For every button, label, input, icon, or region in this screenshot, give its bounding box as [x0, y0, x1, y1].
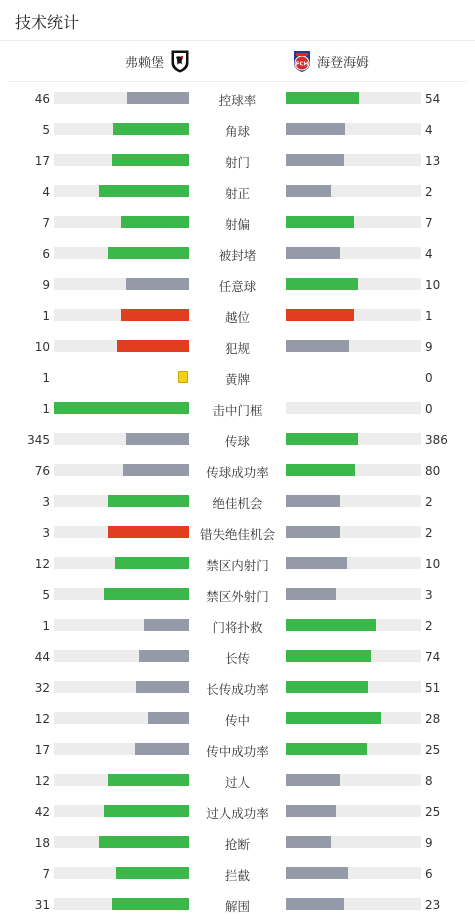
away-value: 51 [425, 681, 441, 695]
away-value: 6 [425, 867, 433, 881]
away-bar-fill [286, 805, 336, 817]
home-value: 345 [27, 433, 50, 447]
stat-label: 射门 [224, 155, 250, 170]
home-bar-track [54, 681, 189, 693]
home-value: 1 [42, 371, 50, 385]
away-value: 2 [425, 185, 433, 199]
away-bar-track [286, 495, 421, 507]
stat-row [0, 889, 475, 920]
home-value: 31 [34, 898, 50, 912]
home-bar-fill [112, 898, 189, 910]
home-bar-track [54, 867, 189, 879]
stat-label: 射正 [224, 186, 250, 201]
away-bar-fill [286, 464, 355, 476]
away-bar-track [286, 836, 421, 848]
away-value: 0 [425, 371, 433, 385]
home-bar-track [54, 278, 189, 290]
away-bar-track [286, 805, 421, 817]
home-value: 6 [42, 247, 50, 261]
away-team[interactable] [292, 49, 369, 73]
home-value: 44 [34, 650, 50, 664]
home-bar-track [54, 309, 189, 321]
away-bar-fill [286, 495, 340, 507]
home-value: 17 [34, 154, 50, 168]
home-bar-track [54, 712, 189, 724]
home-value: 12 [34, 557, 50, 571]
stat-label: 拦截 [224, 868, 250, 883]
stat-row [0, 424, 475, 455]
stat-label: 任意球 [218, 279, 257, 294]
home-bar-fill [113, 123, 189, 135]
away-bar-fill [286, 681, 368, 693]
stat-row [0, 393, 475, 424]
away-bar-track [286, 650, 421, 662]
home-bar-track [54, 92, 189, 104]
stat-label: 传中成功率 [206, 744, 269, 759]
home-value: 10 [34, 340, 50, 354]
home-value: 18 [34, 836, 50, 850]
stat-row [0, 176, 475, 207]
home-bar-track [54, 154, 189, 166]
away-bar-fill [286, 526, 340, 538]
header [0, 0, 475, 41]
stat-label: 门将扑救 [212, 620, 263, 635]
home-bar-track [54, 340, 189, 352]
away-value: 74 [425, 650, 441, 664]
home-bar-fill [99, 836, 189, 848]
away-value: 8 [425, 774, 433, 788]
home-value: 4 [42, 185, 50, 199]
home-bar-track [54, 495, 189, 507]
away-bar-track [286, 185, 421, 197]
stat-row [0, 145, 475, 176]
stat-label: 越位 [224, 310, 250, 325]
teams-header [9, 41, 466, 82]
home-bar-track [54, 898, 189, 910]
home-team-name: 弗赖堡 [124, 55, 164, 71]
home-bar-fill [108, 247, 189, 259]
away-bar-track [286, 619, 421, 631]
away-value: 23 [425, 898, 441, 912]
stat-label: 黄牌 [224, 372, 250, 387]
home-bar-track [54, 433, 189, 445]
away-bar-track [286, 712, 421, 724]
home-bar-track [54, 743, 189, 755]
home-bar-track [54, 557, 189, 569]
stat-label: 犯规 [224, 341, 250, 356]
home-value: 7 [42, 216, 50, 230]
stat-row [0, 362, 475, 393]
away-bar-fill [286, 247, 340, 259]
svg-text:FCH: FCH [295, 61, 309, 68]
stat-label: 绝佳机会 [212, 496, 263, 511]
away-bar-fill [286, 836, 331, 848]
home-bar-track [54, 650, 189, 662]
away-bar-fill [286, 650, 371, 662]
away-value: 25 [425, 743, 441, 757]
home-bar-track [54, 805, 189, 817]
stat-row [0, 579, 475, 610]
stat-label: 过人成功率 [206, 806, 269, 821]
home-value: 17 [34, 743, 50, 757]
stat-row [0, 703, 475, 734]
away-bar-fill [286, 340, 349, 352]
home-bar-track [54, 526, 189, 538]
away-bar-fill [286, 557, 347, 569]
away-bar-fill [286, 185, 331, 197]
away-bar-track [286, 402, 421, 414]
home-bar-fill [117, 340, 189, 352]
away-bar-track [286, 681, 421, 693]
home-value: 12 [34, 712, 50, 726]
away-value: 25 [425, 805, 441, 819]
stat-row [0, 672, 475, 703]
stat-label: 射偏 [224, 217, 250, 232]
away-bar-track [286, 464, 421, 476]
heidenheim-crest-icon [292, 49, 312, 73]
stat-row [0, 517, 475, 548]
home-value: 1 [42, 402, 50, 416]
home-value: 3 [42, 495, 50, 509]
home-bar-track [54, 402, 189, 414]
home-bar-fill [127, 92, 189, 104]
home-value: 42 [34, 805, 50, 819]
home-bar-fill [104, 805, 189, 817]
stat-row [0, 83, 475, 114]
home-bar-track [54, 185, 189, 197]
away-bar-track [286, 898, 421, 910]
yellow-card-icon [178, 371, 188, 383]
away-bar-fill [286, 123, 345, 135]
away-value: 10 [425, 278, 441, 292]
away-bar-fill [286, 712, 381, 724]
stat-label: 解围 [224, 899, 250, 914]
away-value: 3 [425, 588, 433, 602]
away-team-name: 海登海姆 [317, 55, 370, 71]
stat-label: 错失绝佳机会 [199, 527, 275, 542]
away-value: 2 [425, 526, 433, 540]
stat-label: 传中 [224, 713, 250, 728]
away-bar-fill [286, 898, 344, 910]
home-bar-fill [136, 681, 189, 693]
home-value: 1 [42, 619, 50, 633]
stat-row [0, 548, 475, 579]
home-bar-fill [99, 185, 189, 197]
home-value: 46 [34, 92, 50, 106]
home-bar-track [54, 588, 189, 600]
home-value: 12 [34, 774, 50, 788]
away-value: 13 [425, 154, 441, 168]
stat-row [0, 796, 475, 827]
away-value: 28 [425, 712, 441, 726]
away-value: 4 [425, 247, 433, 261]
away-bar-fill [286, 309, 354, 321]
away-bar-fill [286, 154, 344, 166]
away-value: 2 [425, 495, 433, 509]
home-value: 3 [42, 526, 50, 540]
home-value: 5 [42, 588, 50, 602]
stat-label: 传球成功率 [206, 465, 269, 480]
away-bar-track [286, 123, 421, 135]
away-bar-fill [286, 92, 359, 104]
home-bar-fill [123, 464, 189, 476]
away-value: 386 [425, 433, 448, 447]
home-bar-fill [116, 867, 189, 879]
home-bar-fill [139, 650, 189, 662]
stat-label: 长传 [224, 651, 250, 666]
stat-label: 控球率 [218, 93, 257, 108]
away-bar-track [286, 433, 421, 445]
home-bar-fill [148, 712, 189, 724]
home-bar-fill [126, 278, 189, 290]
stat-row [0, 300, 475, 331]
stat-label: 抢断 [224, 837, 250, 852]
away-bar-fill [286, 588, 336, 600]
home-value: 1 [42, 309, 50, 323]
away-value: 2 [425, 619, 433, 633]
away-bar-fill [286, 743, 367, 755]
home-bar-track [54, 247, 189, 259]
away-bar-fill [286, 216, 354, 228]
home-value: 76 [34, 464, 50, 478]
home-bar-fill [115, 557, 189, 569]
away-value: 9 [425, 340, 433, 354]
away-value: 9 [425, 836, 433, 850]
stat-row [0, 610, 475, 641]
away-bar-track [286, 247, 421, 259]
stat-row [0, 827, 475, 858]
home-bar-fill [108, 526, 189, 538]
home-bar-track [54, 123, 189, 135]
home-bar-fill [104, 588, 189, 600]
home-bar-fill [112, 154, 189, 166]
away-bar-track [286, 867, 421, 879]
home-team[interactable] [125, 49, 190, 73]
home-bar-track [54, 774, 189, 786]
home-bar-fill [121, 309, 189, 321]
away-bar-track [286, 216, 421, 228]
away-value: 4 [425, 123, 433, 137]
stat-row [0, 114, 475, 145]
home-value: 9 [42, 278, 50, 292]
home-value: 7 [42, 867, 50, 881]
freiburg-crest-icon [170, 49, 190, 73]
stat-label: 传球 [224, 434, 250, 449]
stat-row [0, 238, 475, 269]
stat-row [0, 734, 475, 765]
stat-label: 过人 [224, 775, 250, 790]
away-value: 0 [425, 402, 433, 416]
home-bar-fill [108, 774, 189, 786]
away-bar-track [286, 774, 421, 786]
stat-row [0, 207, 475, 238]
home-bar-fill [54, 402, 189, 414]
away-bar-track [286, 743, 421, 755]
away-value: 54 [425, 92, 441, 106]
home-bar-fill [144, 619, 189, 631]
away-bar-track [286, 340, 421, 352]
home-bar-track [54, 216, 189, 228]
stat-label: 击中门框 [212, 403, 263, 418]
stat-row [0, 765, 475, 796]
away-bar-fill [286, 774, 340, 786]
away-value: 1 [425, 309, 433, 323]
away-bar-track [286, 588, 421, 600]
stat-label: 角球 [224, 124, 250, 139]
away-bar-track [286, 557, 421, 569]
stat-label: 长传成功率 [206, 682, 269, 697]
stat-row [0, 269, 475, 300]
stat-label: 被封堵 [218, 248, 257, 263]
stat-row [0, 641, 475, 672]
stat-row [0, 858, 475, 889]
stat-row [0, 486, 475, 517]
home-bar-fill [108, 495, 189, 507]
home-bar-track [54, 464, 189, 476]
page-title: 技术统计 [15, 13, 80, 32]
away-bar-track [286, 526, 421, 538]
away-value: 80 [425, 464, 441, 478]
away-bar-fill [286, 433, 358, 445]
away-bar-track [286, 92, 421, 104]
away-bar-fill [286, 278, 358, 290]
home-value: 32 [34, 681, 50, 695]
away-bar-track [286, 154, 421, 166]
stat-row [0, 331, 475, 362]
home-bar-track [54, 619, 189, 631]
away-value: 7 [425, 216, 433, 230]
home-bar-track [54, 836, 189, 848]
stat-label: 禁区内射门 [206, 558, 269, 573]
away-bar-fill [286, 867, 348, 879]
stat-row [0, 455, 475, 486]
stat-label: 禁区外射门 [206, 589, 269, 604]
away-bar-track [286, 309, 421, 321]
away-value: 10 [425, 557, 441, 571]
away-bar-fill [286, 619, 376, 631]
home-bar-fill [121, 216, 189, 228]
home-bar-fill [126, 433, 189, 445]
home-value: 5 [42, 123, 50, 137]
home-bar-fill [135, 743, 189, 755]
away-bar-track [286, 278, 421, 290]
